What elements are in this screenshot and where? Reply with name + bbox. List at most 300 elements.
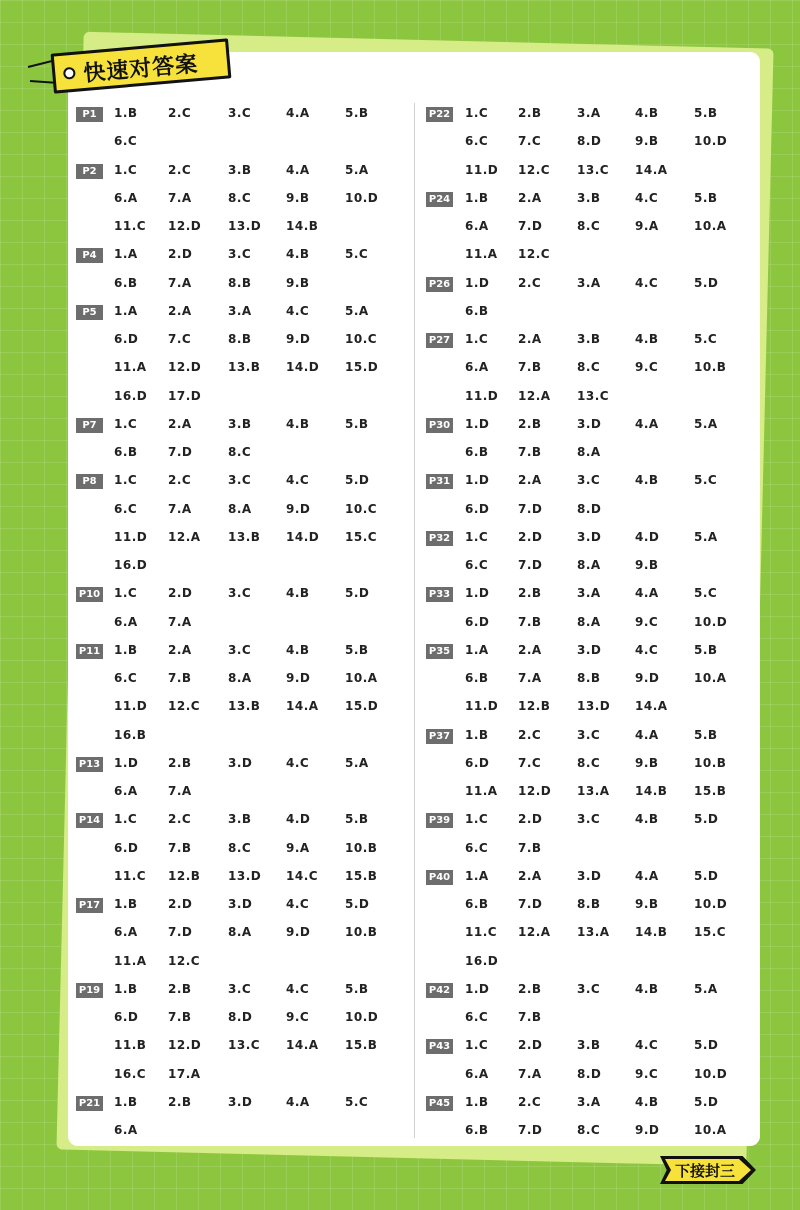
answer-item: 3.D [577, 529, 602, 544]
answer-item: 7.D [518, 501, 543, 516]
answer-item: 6.C [114, 671, 138, 685]
answer-item: 3.D [577, 868, 602, 883]
answer-item: 8.A [577, 558, 601, 572]
answer-item: 5.C [694, 473, 718, 488]
page-label: P14 [76, 813, 103, 828]
answer-item: 16.D [465, 953, 499, 968]
answer-item: 7.D [518, 1123, 543, 1137]
answer-item: 7.B [168, 671, 192, 685]
answer-item: 1.A [114, 303, 138, 318]
answer-item: 1.B [465, 190, 489, 205]
answer-item: 14.B [286, 219, 319, 233]
answer-item: 15.B [694, 784, 727, 798]
answer-item: 9.B [635, 755, 659, 770]
answer-item: 12.C [518, 247, 551, 262]
answer-item: 8.D [577, 501, 602, 516]
answer-item: 3.C [228, 473, 252, 488]
answer-item: 10.A [345, 671, 378, 685]
answer-item: 5.A [694, 981, 718, 996]
answer-item: 4.B [635, 332, 659, 346]
answer-item: 1.C [114, 812, 138, 827]
answer-item: 2.A [168, 303, 192, 318]
answer-item: 14.A [635, 699, 668, 714]
answer-item: 8.A [228, 671, 252, 685]
answer-item: 7.C [518, 134, 542, 149]
answer-item: 9.B [286, 275, 310, 290]
answer-item: 7.B [168, 1010, 192, 1024]
answer-item: 9.B [635, 134, 659, 149]
page-label: P43 [426, 1039, 453, 1054]
answer-item: 14.B [635, 784, 668, 798]
answer-item: 4.C [635, 190, 659, 205]
page-title: 快速对答案 [82, 52, 200, 87]
answer-item: 2.A [518, 868, 542, 883]
answer-item: 2.C [518, 1094, 542, 1109]
answer-item: 3.C [577, 473, 601, 488]
answer-item: 13.D [228, 868, 262, 883]
answer-item: 13.A [577, 925, 610, 940]
answer-item: 9.A [635, 219, 659, 233]
answer-item: 12.C [168, 953, 201, 968]
answer-item: 10.D [694, 134, 728, 149]
answer-item: 4.C [286, 897, 310, 911]
answer-item: 3.A [577, 1094, 601, 1109]
answer-item: 13.C [577, 162, 610, 177]
answer-item: 6.D [465, 755, 490, 770]
answer-item: 9.D [286, 332, 311, 346]
answer-item: 16.B [114, 727, 147, 742]
answer-item: 1.B [465, 1094, 489, 1109]
answer-item: 4.A [286, 162, 310, 177]
answer-item: 1.B [114, 981, 138, 996]
answer-item: 11.A [114, 953, 147, 968]
answer-item: 6.A [465, 219, 489, 233]
page-label: P8 [76, 474, 103, 489]
answer-item: 4.B [286, 416, 310, 431]
answer-item: 10.A [694, 1123, 727, 1137]
answer-item: 3.B [228, 416, 252, 431]
answer-item: 15.B [345, 868, 378, 883]
answer-item: 9.B [286, 190, 310, 205]
answer-item: 4.B [635, 106, 659, 120]
answer-item: 17.A [168, 1066, 201, 1081]
answer-item: 6.D [465, 501, 490, 516]
answer-item: 13.B [228, 360, 261, 375]
answer-item: 13.B [228, 529, 261, 544]
answer-item: 10.A [694, 671, 727, 685]
answer-item: 8.C [228, 840, 252, 855]
answer-item: 1.D [465, 275, 490, 290]
answer-item: 5.A [345, 303, 369, 318]
answer-item: 4.C [635, 1038, 659, 1053]
answer-item: 5.B [694, 106, 718, 120]
answer-item: 3.A [577, 275, 601, 290]
answer-item: 7.A [518, 1066, 542, 1081]
answer-item: 2.C [518, 727, 542, 742]
answer-item: 1.D [465, 586, 490, 601]
answer-item: 5.C [345, 1094, 369, 1109]
answer-item: 9.B [635, 897, 659, 911]
page-label: P19 [76, 983, 103, 998]
answer-item: 10.C [345, 332, 378, 346]
answer-item: 8.C [577, 360, 601, 375]
answer-item: 9.C [286, 1010, 310, 1024]
page-label: P4 [76, 248, 103, 263]
answer-item: 7.B [518, 1010, 542, 1024]
answer-item: 1.C [114, 473, 138, 488]
answer-item: 5.D [694, 275, 719, 290]
answer-item: 7.A [518, 671, 542, 685]
answer-item: 3.B [228, 812, 252, 827]
answer-item: 3.C [577, 812, 601, 827]
page-label: P27 [426, 333, 453, 348]
answer-item: 2.B [518, 586, 542, 601]
answer-item: 1.C [114, 162, 138, 177]
answer-item: 9.D [635, 1123, 660, 1137]
answer-item: 11.D [465, 388, 499, 403]
answer-item: 10.D [694, 897, 728, 911]
answer-item: 7.C [168, 332, 192, 346]
answer-item: 2.A [518, 642, 542, 657]
answer-item: 2.A [518, 473, 542, 488]
answer-item: 8.A [228, 925, 252, 940]
answer-item: 3.B [577, 332, 601, 346]
answer-item: 4.B [635, 1094, 659, 1109]
answer-item: 3.D [577, 642, 602, 657]
answer-item: 12.C [518, 162, 551, 177]
answer-item: 2.D [518, 1038, 543, 1053]
answer-item: 6.B [465, 671, 489, 685]
answer-item: 7.D [518, 219, 543, 233]
page-label: P17 [76, 898, 103, 913]
answer-item: 1.D [465, 416, 490, 431]
answer-item: 16.C [114, 1066, 147, 1081]
answer-item: 4.B [635, 473, 659, 488]
answer-item: 5.D [694, 812, 719, 827]
answer-item: 11.D [465, 162, 499, 177]
answer-item: 7.D [518, 897, 543, 911]
answer-item: 12.B [518, 699, 551, 714]
answer-item: 14.D [286, 529, 320, 544]
answer-item: 8.D [577, 134, 602, 149]
answer-item: 8.B [577, 897, 601, 911]
page-label: P21 [76, 1096, 103, 1111]
page-label: P10 [76, 587, 103, 602]
answer-item: 4.B [286, 586, 310, 601]
answer-item: 6.A [114, 190, 138, 205]
page-label: P39 [426, 813, 453, 828]
answer-item: 2.B [168, 981, 192, 996]
answer-item: 3.C [577, 727, 601, 742]
answer-item: 8.B [228, 275, 252, 290]
answer-item: 7.A [168, 190, 192, 205]
answer-item: 6.A [465, 360, 489, 375]
answer-item: 11.A [114, 360, 147, 375]
answer-item: 15.D [345, 699, 379, 714]
answer-item: 1.A [465, 868, 489, 883]
answer-item: 2.A [168, 416, 192, 431]
answer-item: 4.B [286, 642, 310, 657]
page-label: P22 [426, 107, 453, 122]
answer-item: 11.C [465, 925, 498, 940]
answer-item: 5.C [345, 247, 369, 262]
answer-item: 8.D [577, 1066, 602, 1081]
answer-item: 10.D [694, 1066, 728, 1081]
answer-item: 5.B [694, 190, 718, 205]
answer-item: 12.D [168, 219, 202, 233]
answer-item: 6.A [114, 784, 138, 798]
answer-item: 10.D [345, 190, 379, 205]
answer-item: 6.A [114, 925, 138, 940]
page-label: P45 [426, 1096, 453, 1111]
answer-item: 1.C [465, 812, 489, 827]
answer-item: 4.C [635, 642, 659, 657]
answer-item: 2.C [168, 162, 192, 177]
answer-item: 15.C [345, 529, 378, 544]
answer-item: 9.C [635, 360, 659, 375]
answer-item: 1.A [465, 642, 489, 657]
answer-item: 1.B [114, 1094, 138, 1109]
answer-item: 5.A [345, 162, 369, 177]
answer-item: 12.A [518, 388, 551, 403]
answer-item: 8.A [228, 501, 252, 516]
page-label: P33 [426, 587, 453, 602]
answer-item: 6.C [465, 840, 489, 855]
answer-item: 5.D [345, 473, 370, 488]
answer-item: 2.B [168, 755, 192, 770]
answer-item: 6.D [114, 840, 139, 855]
answer-item: 4.C [286, 303, 310, 318]
answer-item: 1.B [465, 727, 489, 742]
answer-item: 7.D [518, 558, 543, 572]
answer-item: 5.D [694, 868, 719, 883]
page-label: P24 [426, 192, 453, 207]
answer-item: 1.D [465, 473, 490, 488]
answer-item: 4.C [286, 473, 310, 488]
page-label: P37 [426, 729, 453, 744]
answer-item: 6.C [465, 558, 489, 572]
answer-item: 4.B [635, 812, 659, 827]
answer-item: 13.D [228, 219, 262, 233]
answer-item: 4.A [635, 727, 659, 742]
answer-item: 7.B [518, 840, 542, 855]
answer-item: 6.C [114, 134, 138, 149]
answer-item: 2.B [518, 416, 542, 431]
answer-item: 2.B [518, 106, 542, 120]
answer-item: 3.C [228, 106, 252, 120]
answer-item: 5.A [345, 755, 369, 770]
answer-item: 3.D [228, 1094, 253, 1109]
answer-item: 4.C [286, 755, 310, 770]
answer-item: 8.B [577, 671, 601, 685]
answer-item: 4.D [286, 812, 311, 827]
answer-item: 15.D [345, 360, 379, 375]
answer-item: 4.D [635, 529, 660, 544]
answer-item: 5.B [345, 981, 369, 996]
answer-item: 4.A [286, 1094, 310, 1109]
answer-item: 14.A [286, 1038, 319, 1053]
answer-item: 4.A [286, 106, 310, 120]
answer-item: 17.D [168, 388, 202, 403]
answer-item: 12.A [168, 529, 201, 544]
page-label: P40 [426, 870, 453, 885]
answer-item: 3.C [577, 981, 601, 996]
answer-item: 1.A [114, 247, 138, 262]
answer-item: 13.D [577, 699, 611, 714]
answer-item: 2.A [168, 642, 192, 657]
answer-item: 1.D [114, 755, 139, 770]
answer-item: 14.D [286, 360, 320, 375]
answer-item: 1.C [465, 529, 489, 544]
answer-item: 8.A [577, 445, 601, 459]
answer-item: 2.A [518, 332, 542, 346]
page-label: P2 [76, 164, 103, 179]
answer-item: 3.B [577, 1038, 601, 1053]
answer-item: 10.B [694, 755, 727, 770]
answer-item: 6.A [114, 614, 138, 629]
answer-item: 7.A [168, 275, 192, 290]
answer-item: 10.B [345, 925, 378, 940]
answer-item: 5.B [345, 106, 369, 120]
answer-item: 5.B [694, 727, 718, 742]
answer-item: 6.B [465, 1123, 489, 1137]
answer-item: 9.B [635, 558, 659, 572]
answer-item: 16.D [114, 558, 148, 572]
answer-item: 3.B [577, 190, 601, 205]
answer-item: 2.C [168, 812, 192, 827]
answer-item: 12.A [518, 925, 551, 940]
page-label: P42 [426, 983, 453, 998]
answer-item: 3.A [577, 586, 601, 601]
answer-item: 6.A [465, 1066, 489, 1081]
answer-item: 3.D [228, 897, 253, 911]
answer-item: 12.D [168, 1038, 202, 1053]
answer-item: 1.C [114, 586, 138, 601]
answer-item: 2.C [168, 473, 192, 488]
answer-item: 2.D [168, 247, 193, 262]
answer-item: 8.C [577, 755, 601, 770]
page-label: P11 [76, 644, 103, 659]
answer-item: 5.B [345, 642, 369, 657]
answer-item: 9.D [286, 925, 311, 940]
answer-item: 2.C [518, 275, 542, 290]
answer-item: 8.C [228, 190, 252, 205]
answer-item: 7.D [168, 925, 193, 940]
answer-item: 11.D [114, 699, 148, 714]
answer-item: 7.B [518, 445, 542, 459]
answer-item: 8.B [228, 332, 252, 346]
answer-item: 12.D [168, 360, 202, 375]
answer-item: 14.A [635, 162, 668, 177]
answer-item: 5.B [345, 416, 369, 431]
answer-item: 11.C [114, 868, 147, 883]
answer-item: 7.A [168, 784, 192, 798]
answer-item: 6.B [465, 303, 489, 318]
answer-item: 4.A [635, 416, 659, 431]
answer-item: 6.C [114, 501, 138, 516]
answer-item: 2.C [168, 106, 192, 120]
answer-item: 3.A [577, 106, 601, 120]
answer-item: 1.C [114, 416, 138, 431]
answer-item: 1.B [114, 897, 138, 911]
answer-item: 9.C [635, 614, 659, 629]
answer-item: 6.C [465, 1010, 489, 1024]
answer-item: 14.C [286, 868, 319, 883]
answer-item: 5.C [694, 332, 718, 346]
answer-item: 7.B [518, 614, 542, 629]
answer-item: 11.A [465, 784, 498, 798]
answer-item: 2.D [168, 897, 193, 911]
answer-item: 10.C [345, 501, 378, 516]
answer-item: 4.A [635, 868, 659, 883]
answer-item: 1.B [114, 106, 138, 120]
page-label: P35 [426, 644, 453, 659]
answer-item: 7.A [168, 501, 192, 516]
answer-item: 6.B [114, 445, 138, 459]
answer-item: 5.B [694, 642, 718, 657]
answer-item: 10.B [694, 360, 727, 375]
answer-item: 13.B [228, 699, 261, 714]
answer-item: 5.D [694, 1038, 719, 1053]
answer-item: 10.B [345, 840, 378, 855]
answer-item: 7.D [168, 445, 193, 459]
answer-item: 4.B [635, 981, 659, 996]
answer-item: 2.B [518, 981, 542, 996]
answer-item: 9.D [635, 671, 660, 685]
page-label: P1 [76, 107, 103, 122]
page-label: P7 [76, 418, 103, 433]
page-label: P26 [426, 277, 453, 292]
page-label: P32 [426, 531, 453, 546]
answer-item: 7.B [518, 360, 542, 375]
answer-item: 8.C [577, 1123, 601, 1137]
answer-item: 3.C [228, 981, 252, 996]
answer-item: 15.B [345, 1038, 378, 1053]
answer-item: 13.A [577, 784, 610, 798]
answer-item: 13.C [577, 388, 610, 403]
answer-item: 15.C [694, 925, 727, 940]
answer-item: 6.C [465, 134, 489, 149]
answer-item: 9.D [286, 501, 311, 516]
answer-item: 11.D [114, 529, 148, 544]
answer-item: 10.D [694, 614, 728, 629]
answer-item: 2.D [518, 529, 543, 544]
answer-item: 2.D [168, 586, 193, 601]
answer-item: 9.C [635, 1066, 659, 1081]
answer-item: 10.D [345, 1010, 379, 1024]
answer-item: 11.C [114, 219, 147, 233]
answer-item: 12.D [518, 784, 552, 798]
answer-item: 11.B [114, 1038, 147, 1053]
answer-item: 6.B [114, 275, 138, 290]
answer-item: 8.C [577, 219, 601, 233]
answer-item: 5.D [345, 586, 370, 601]
answer-item: 3.D [228, 755, 253, 770]
answer-item: 11.A [465, 247, 498, 262]
answer-item: 6.B [465, 897, 489, 911]
column-divider [414, 103, 415, 1138]
answer-item: 3.D [577, 416, 602, 431]
answer-item: 4.B [286, 247, 310, 262]
answer-item: 8.A [577, 614, 601, 629]
answer-item: 1.C [465, 332, 489, 346]
answer-item: 3.C [228, 642, 252, 657]
page-label: P5 [76, 305, 103, 320]
answer-item: 7.A [168, 614, 192, 629]
page-label: P13 [76, 757, 103, 772]
next-page-label: 下接封三 [675, 1162, 736, 1180]
answer-item: 3.A [228, 303, 252, 318]
